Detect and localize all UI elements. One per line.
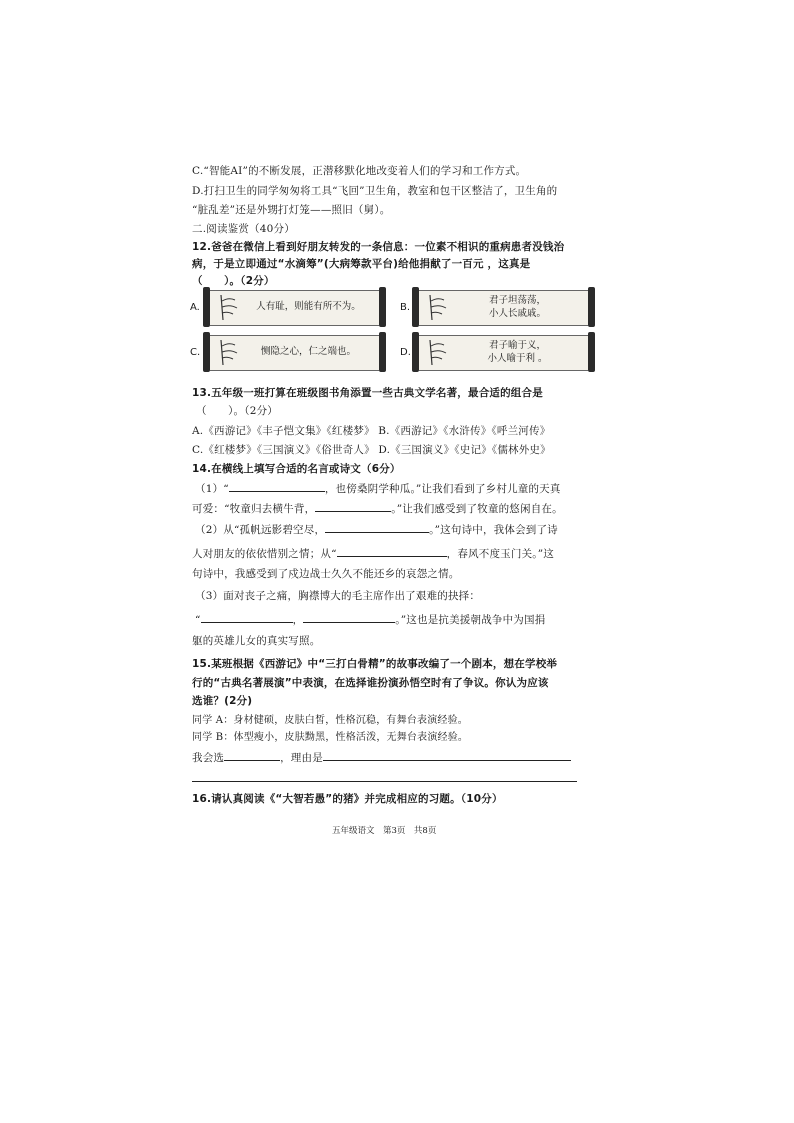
scroll-roller xyxy=(412,332,419,372)
text-segment: ，春风不度玉门关。”这 xyxy=(446,548,554,560)
scroll-roller xyxy=(379,287,386,327)
text-segment: （1）“ xyxy=(195,483,229,495)
bamboo-icon xyxy=(424,293,450,321)
option-b-scroll[interactable] xyxy=(412,290,595,324)
question-14-1b xyxy=(192,500,563,516)
question-13-line1: 13.五年级一班打算在班级图书角添置一些古典文学名著，最合适的组合是 xyxy=(192,387,543,399)
question-13-line2: （ ）。（2分） xyxy=(196,405,278,417)
option-b-text-2: 小人长戚戚。 xyxy=(488,308,546,319)
question-14-2b xyxy=(192,545,554,561)
question-15-line2: 行的“古典名著展演”中表演，在选择谁扮演孙悟空时有了争议。你认为应该 xyxy=(192,677,549,689)
scroll-roller xyxy=(412,287,419,327)
option-c-text: 恻隐之心，仁之端也。 xyxy=(260,346,356,357)
answer-line[interactable] xyxy=(192,781,577,782)
text-segment: “ xyxy=(195,614,201,626)
text-segment: 。”这也是抗美援朝战争中为国捐 xyxy=(395,614,546,626)
student-a-desc: 同学 A：身材健硕，皮肤白皙，性格沉稳，有舞台表演经验。 xyxy=(192,715,468,726)
text-segment: （2）从“孤帆远影碧空尽， xyxy=(195,524,326,536)
question-14-2c: 句诗中，我感受到了戍边战士久久不能还乡的哀怨之情。 xyxy=(192,568,460,580)
question-12-line1: 12.爸爸在微信上看到好朋友转发的一条信息：一位素不相识的重病患者没钱治 xyxy=(192,241,565,253)
text-segment: ，也傍桑阴学种瓜。”让我们看到了乡村儿童的天真 xyxy=(324,483,561,495)
option-d-text-2: 小人喻于利 。 xyxy=(487,353,548,364)
option-d-scroll[interactable] xyxy=(412,335,595,369)
answer-blank[interactable] xyxy=(315,500,391,512)
text-segment: 。”这句诗中，我体会到了诗 xyxy=(429,524,558,536)
text-segment: 可爱：“牧童归去横牛背， xyxy=(192,503,316,515)
section-heading: 二.阅读鉴赏（40分） xyxy=(192,223,295,235)
answer-blank[interactable] xyxy=(201,611,293,623)
question-13-option-ab: A.《西游记》《丰子恺文集》《红楼梦》 B.《西游记》《水浒传》《呼兰河传》 xyxy=(192,425,551,437)
page-footer: 五年级语文 第3页 共8页 xyxy=(332,826,437,836)
choice-d-text-1: D.打扫卫生的同学匆匆将工具“飞回”卫生角，教室和包干区整洁了，卫生角的 xyxy=(192,185,558,197)
answer-blank[interactable] xyxy=(337,545,447,557)
bamboo-icon xyxy=(215,338,241,366)
question-14-2a xyxy=(195,521,558,537)
question-12-line3: （ ）。（2分） xyxy=(192,275,275,287)
question-15-line3: 选谁？(2分) xyxy=(192,695,253,707)
question-15-line1: 15.某班根据《西游记》中“三打白骨精”的故事改编了一个剧本，想在学校举 xyxy=(192,658,558,670)
option-a-text: 人有耻，则能有所不为。 xyxy=(256,301,361,312)
student-b-desc: 同学 B：体型瘦小，皮肤黝黑，性格活泼，无舞台表演经验。 xyxy=(192,732,469,743)
scroll-roller xyxy=(203,332,210,372)
scroll-roller xyxy=(588,332,595,372)
option-b-text-1: 君子坦荡荡， xyxy=(488,295,546,306)
text-segment: 。”让我们感受到了牧童的悠闲自在。 xyxy=(391,503,563,515)
bamboo-icon xyxy=(215,293,241,321)
bamboo-icon xyxy=(424,338,450,366)
answer-blank[interactable] xyxy=(224,749,280,761)
scroll-roller xyxy=(203,287,210,327)
answer-blank[interactable] xyxy=(303,611,395,623)
question-13-option-cd: C.《红楼梦》《三国演义》《俗世奇人》 D.《三国演义》《史记》《儒林外史》 xyxy=(192,444,551,456)
question-12-line2: 病，于是立即通过“水滴筹”(大病筹款平台)给他捐献了一百元 ，这真是 xyxy=(192,258,531,270)
question-14-1a xyxy=(195,480,561,496)
choice-d-text-2: “脏乱差”还是外甥打灯笼——照旧（舅）。 xyxy=(192,204,391,216)
question-14-heading: 14.在横线上填写合适的名言或诗文（6分） xyxy=(192,463,401,475)
text-segment: ， xyxy=(292,614,304,626)
question-14-3a: （3）面对丧子之痛，胸襟博大的毛主席作出了艰难的抉择： xyxy=(195,590,481,602)
choice-c-text: C.“智能AI”的不断发展，正潜移默化地改变着人们的学习和工作方式。 xyxy=(192,165,527,177)
option-c-label: C. xyxy=(190,347,201,358)
scroll-roller xyxy=(588,287,595,327)
question-15-answer xyxy=(192,749,571,765)
option-b-label: B. xyxy=(400,302,411,313)
answer-blank[interactable] xyxy=(323,749,571,761)
text-segment: 我会选 xyxy=(192,752,225,764)
option-c-scroll[interactable] xyxy=(203,335,386,369)
answer-blank[interactable] xyxy=(229,480,325,492)
question-16-heading: 16.请认真阅读《“大智若愚”的猪》并完成相应的习题。（10分） xyxy=(192,793,503,805)
scroll-roller xyxy=(379,332,386,372)
question-14-3c: 躯的英雄儿女的真实写照。 xyxy=(192,635,321,647)
option-d-label: D. xyxy=(400,347,411,358)
option-a-label: A. xyxy=(190,302,200,313)
text-segment: 人对朋友的依依惜别之情；从“ xyxy=(192,548,337,560)
option-a-scroll[interactable] xyxy=(203,290,386,324)
answer-blank[interactable] xyxy=(325,521,429,533)
option-d-text-1: 君子喻于义， xyxy=(488,340,546,351)
question-14-3b xyxy=(195,611,545,627)
text-segment: ，理由是 xyxy=(280,752,323,764)
